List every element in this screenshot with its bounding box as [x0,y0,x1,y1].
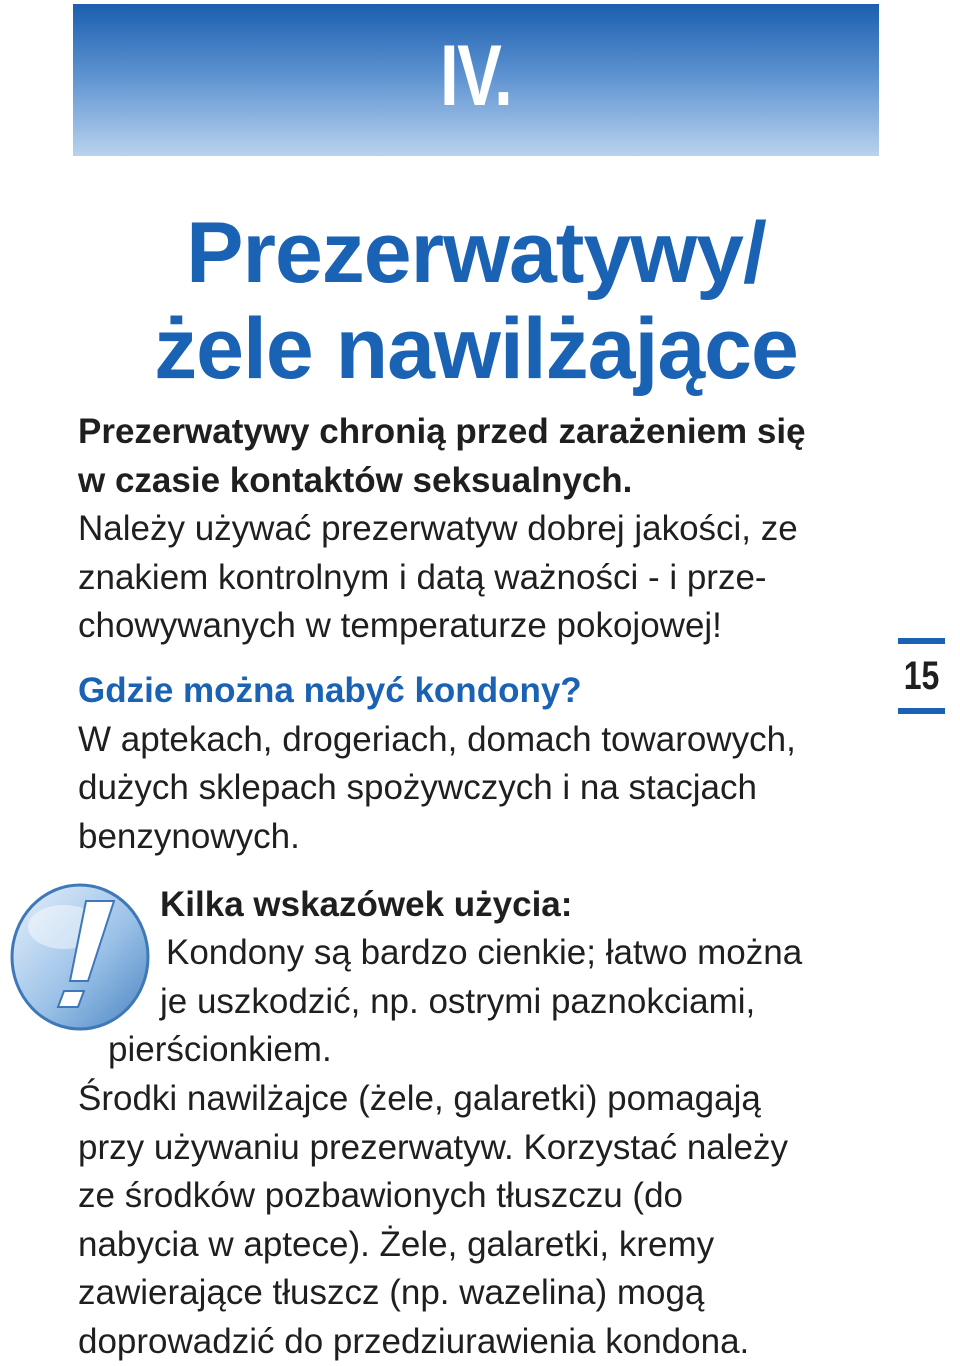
question-heading: Gdzie można nabyć kondony? [78,667,796,716]
tips-heading: Kilka wskazówek użycia: [160,881,572,930]
lubricants-line-3: ze środków pozbawionych tłuszczu (do [78,1172,788,1221]
advice-paragraph [78,505,798,651]
exclamation-icon [8,883,156,1033]
chapter-banner [73,4,879,156]
question-section [78,667,796,861]
tips-line-2: je uszkodzić, np. ostrymi paznokciami, [160,978,755,1027]
intro-line-2: w czasie kontaktów seksualnych. [78,457,806,506]
title-line-2: żele nawilżające [0,301,952,397]
lubricants-paragraph [78,1075,788,1366]
lubricants-line-4: nabycia w aptece). Żele, galaretki, kremy [78,1221,788,1270]
page-number-bottom-bar [898,708,945,714]
lubricants-line-5: zawierające tłuszcz (np. wazelina) mogą [78,1269,788,1318]
question-line-3: benzynowych. [78,813,796,862]
intro-line-1: Prezerwatywy chronią przed zarażeniem się [78,408,806,457]
intro-paragraph [78,408,806,505]
chapter-number: IV. [440,27,511,126]
lubricants-line-2: przy używaniu prezerwatyw. Korzystać należy [78,1124,788,1173]
tips-line-1: Kondony są bardzo cienkie; łatwo można [166,929,802,978]
lubricants-line-1: Środki nawilżajce (żele, galaretki) pomagają [78,1075,788,1124]
lubricants-line-6: doprowadzić do przedziurawienia kondona. [78,1318,788,1366]
page-number: 15 [903,644,941,708]
question-line-2: dużych sklepach spożywczych i na stacjach [78,764,796,813]
page-title [0,205,952,397]
page-number-marker [898,638,945,714]
advice-line-1: Należy używać prezerwatyw dobrej jakości, ze [78,505,798,554]
tips-line-3: pierścionkiem. [108,1026,332,1075]
question-line-1: W aptekach, drogeriach, domach towarowych, [78,716,796,765]
title-line-1: Prezerwatywy/ [0,205,952,301]
advice-line-3: chowywanych w temperaturze pokojowej! [78,602,798,651]
advice-line-2: znakiem kontrolnym i datą ważności - i prze- [78,554,798,603]
